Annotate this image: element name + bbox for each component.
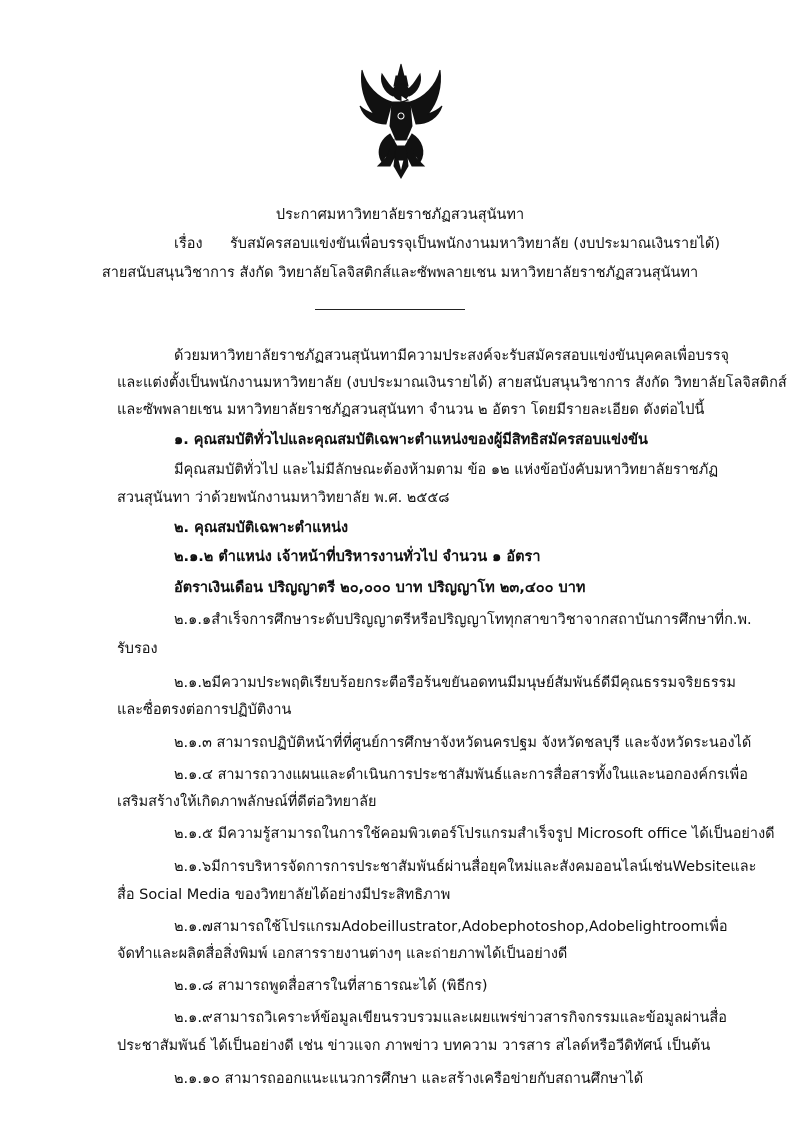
item-word: ขยัน (441, 675, 470, 691)
item-word: เช่น (647, 859, 673, 875)
item-word: รวบรวม (391, 1010, 443, 1026)
item-word: illustrator, (387, 919, 462, 935)
section-1-line-1: มีคุณสมบัติทั่วไป และไม่มีลักษณะต้องห้ามตาม ข้อ ๑๒ แห่งข้อบังคับมหาวิทยาลัยราชภัฏ (174, 462, 719, 478)
item-word: ๒.๑.๒ (174, 675, 212, 691)
section-1-line-2: สวนสุนันทา ว่าด้วยพนักงานมหาวิทยาลัย พ.ศ. ๒๕๕๘ (117, 490, 450, 506)
item-word: มีคุณธรรม (610, 675, 678, 691)
item-2-1-7-line-2: จัดทำและผลิตสื่อสิ่งพิมพ์ เอกสารรายงานต่างๆ และถ่ายภาพได้เป็นอย่างดี (117, 946, 568, 962)
item-word: อดทน (469, 675, 508, 691)
item-word: ๒.๑.๗ (174, 919, 213, 935)
item-word: เพื่อ (704, 919, 728, 935)
item-2-1-1-line-2: รับรอง (117, 641, 158, 657)
item-word: สำเร็จการศึกษาระดับปริญญาตรีหรือปริญญาโททุกสาขาวิชา (211, 612, 584, 628)
section-1-heading: ๑. คุณสมบัติทั่วไปและคุณสมบัติเฉพาะตำแหน่งของผู้มีสิทธิสมัครสอบแข่งขัน (174, 432, 648, 448)
item-word: และเผยแพร่ข่าวสาร (442, 1010, 569, 1026)
item-2-1-9-line-2: ประชาสัมพันธ์ ได้เป็นอย่างดี เช่น ข่าวแจก ภาพข่าว บทความ วารสาร สไลด์หรือวีดิทัศน์ เป็นต้น (117, 1038, 711, 1054)
item-word: ๒.๑.๑ (174, 612, 212, 628)
item-word: Adobe (461, 919, 508, 935)
item-word: มีการบริหารจัดการการประชาสัมพันธ์ผ่านสื่อยุคใหม่และสังคมออนไลน์ (211, 859, 648, 875)
item-2-1-6-line-1 (174, 859, 757, 876)
item-2-1-3: ๒.๑.๓ สามารถปฏิบัติหน้าที่ที่ศูนย์การศึกษาจังหวัดนครปฐม จังหวัดชลบุรี และจังหวัดระนองได้ (174, 735, 752, 751)
item-word: Adobe (341, 919, 388, 935)
item-word: จริยธรรม (677, 675, 736, 691)
item-word: สามารถใช้โปรแกรม (212, 919, 342, 935)
item-2-1-5: ๒.๑.๕ มีความรู้สามารถในการใช้คอมพิวเตอร์โปรแกรมสำเร็จรูป Microsoft office ได้เป็นอย่างดี (174, 826, 775, 842)
item-2-1-7-line-1 (174, 919, 727, 936)
intro-line-3: และซัพพลายเชน มหาวิทยาลัยราชภัฏสวนสุนันทา จำนวน ๒ อัตรา โดยมีรายละเอียด ดังต่อไปนี้ (117, 402, 705, 418)
item-2-1-2-line-1 (174, 675, 736, 692)
item-word: จากสถาบันการศึกษาที่ (583, 612, 725, 628)
intro-line-2: และแต่งตั้งเป็นพนักงานมหาวิทยาลัย (งบประมาณเงินรายได้) สายสนับสนุนวิชาการ สังกัด วิทยาลัยโลจิสติกส์ (117, 375, 787, 391)
item-word: เขียน (357, 1010, 392, 1026)
item-2-1-10: ๒.๑.๑๐ สามารถออกแนะแนวการศึกษา และสร้างเครือข่ายกับสถานศึกษาได้ (174, 1071, 644, 1087)
announcement-title: ประกาศมหาวิทยาลัยราชภัฏสวนสุนันทา (275, 207, 525, 223)
subject-label: เรื่อง (174, 236, 203, 252)
header-divider (315, 309, 465, 310)
item-word: สามารถวิเคราะห์ข้อมูล (213, 1010, 358, 1026)
item-word: กิจกรรมและข้อมูลผ่านสื่อ (568, 1010, 727, 1026)
item-word: ก.พ. (724, 612, 752, 628)
intro-line-1: ด้วยมหาวิทยาลัยราชภัฏสวนสุนันทามีความประสงค์จะรับสมัครสอบแข่งขันบุคคลเพื่อบรรจุ (174, 348, 729, 364)
item-word: lightroom (634, 919, 705, 935)
item-word: Website (672, 859, 731, 875)
item-2-1-4-line-1: ๒.๑.๔ สามารถวางแผนและดำเนินการประชาสัมพันธ์และการสื่อสารทั้งในและนอกองค์กรเพื่อ (174, 767, 748, 783)
item-2-1-2-line-2: และซื่อตรงต่อการปฏิบัติงาน (117, 702, 292, 718)
item-2-1-6-line-2: สื่อ Social Media ของวิทยาลัยได้อย่างมีประสิทธิภาพ (117, 887, 451, 903)
item-2-1-9-line-1 (174, 1010, 727, 1027)
item-word: photoshop, (507, 919, 589, 935)
item-word: กระตือรือร้น (364, 675, 442, 691)
item-word: ๒.๑.๙ (174, 1010, 213, 1026)
position-heading: ๒.๑.๒ ตำแหน่ง เจ้าหน้าที่บริหารงานทั่วไป จำนวน ๑ อัตรา (174, 549, 541, 565)
subject-text: รับสมัครสอบแข่งขันเพื่อบรรจุเป็นพนักงานมหาวิทยาลัย (งบประมาณเงินรายได้) (230, 236, 720, 252)
item-word: ๒.๑.๖ (174, 859, 212, 875)
item-word: มีมนุษย์สัมพันธ์ดี (507, 675, 611, 691)
item-2-1-8: ๒.๑.๘ สามารถพูดสื่อสารในที่สาธารณะได้ (พิธีกร) (174, 978, 488, 994)
item-word: และ (730, 859, 757, 875)
item-word: Adobe (588, 919, 635, 935)
garuda-emblem-icon (356, 62, 446, 180)
section-2-heading: ๒. คุณสมบัติเฉพาะตำแหน่ง (174, 520, 349, 536)
salary-line: อัตราเงินเดือน ปริญญาตรี ๒๐,๐๐๐ บาท ปริญญาโท ๒๓,๔๐๐ บาท (174, 580, 586, 596)
item-word: มีความประพฤติเรียบร้อย (211, 675, 365, 691)
department-line: สายสนับสนุนวิชาการ สังกัด วิทยาลัยโลจิสติกส์และซัพพลายเชน มหาวิทยาลัยราชภัฏสวนสุนันทา (101, 265, 699, 281)
item-2-1-1-line-1 (174, 612, 752, 629)
item-2-1-4-line-2: เสริมสร้างให้เกิดภาพลักษณ์ที่ดีต่อวิทยาลัย (117, 794, 377, 810)
